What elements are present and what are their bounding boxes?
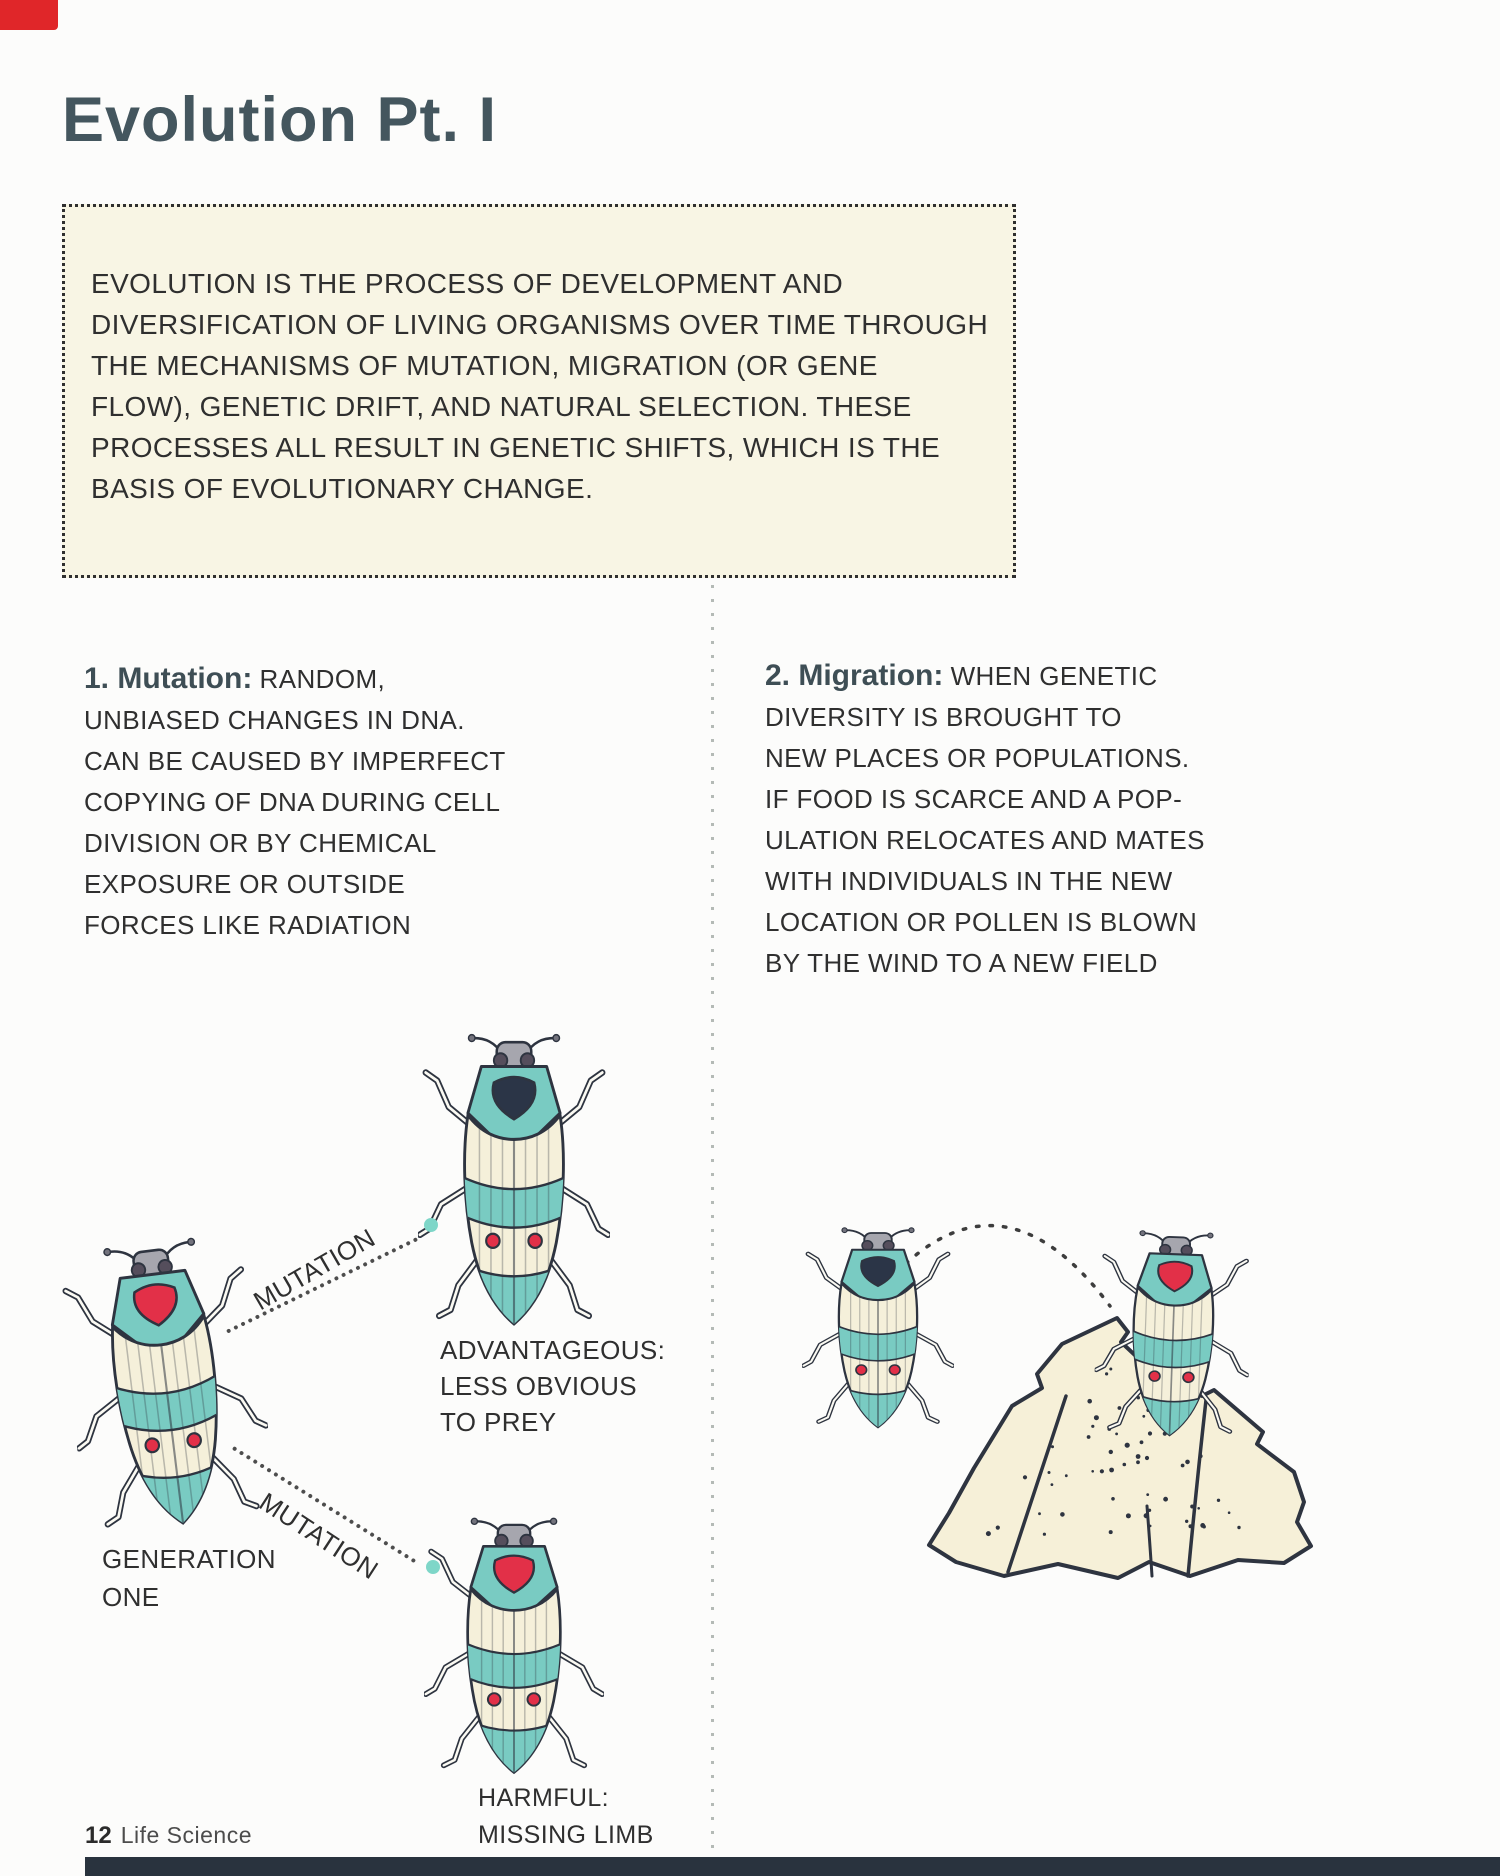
mutation-end-dot-2 bbox=[426, 1560, 440, 1574]
beetle-migration-left bbox=[802, 1226, 954, 1430]
mutation-end-dot-1 bbox=[424, 1218, 438, 1232]
mutation-line-label-2: MUTATION bbox=[254, 1486, 384, 1586]
sand-speckle bbox=[1228, 1511, 1231, 1514]
sand-speckle bbox=[1237, 1526, 1240, 1529]
definition-line: THE MECHANISMS OF MUTATION, MIGRATION (OR GENE bbox=[91, 350, 878, 381]
definition-text bbox=[91, 263, 989, 509]
sand-speckle bbox=[1197, 1507, 1200, 1510]
sand-speckle bbox=[1163, 1497, 1168, 1502]
sand-speckle bbox=[1091, 1470, 1094, 1473]
sand-speckle bbox=[1144, 1513, 1149, 1518]
beetle-advantageous bbox=[418, 1032, 610, 1328]
migration-body-line: BY THE WIND TO A NEW FIELD bbox=[765, 948, 1158, 978]
definition-line: EVOLUTION IS THE PROCESS OF DEVELOPMENT AND bbox=[91, 268, 844, 299]
sand-speckle bbox=[1136, 1454, 1141, 1459]
sand-speckle bbox=[1125, 1443, 1130, 1448]
page-number: 12 bbox=[85, 1822, 112, 1849]
page-title: Evolution Pt. I bbox=[62, 85, 497, 155]
definition-line: FLOW), GENETIC DRIFT, AND NATURAL SELECTION. THESE bbox=[91, 391, 912, 422]
sand-speckle bbox=[1140, 1440, 1144, 1444]
mutation-body-line: FORCES LIKE RADIATION bbox=[84, 910, 412, 940]
definition-line: BASIS OF EVOLUTIONARY CHANGE. bbox=[91, 473, 594, 504]
sand-speckle bbox=[1146, 1493, 1149, 1496]
sand-speckle bbox=[1065, 1474, 1068, 1477]
sand-speckle bbox=[1136, 1460, 1140, 1464]
sand-speckle bbox=[1145, 1456, 1149, 1460]
migration-heading-line: 2. Migration: WHEN GENETIC bbox=[765, 659, 1158, 692]
sand-speckle bbox=[1109, 1450, 1113, 1454]
definition-line: DIVERSIFICATION OF LIVING ORGANISMS OVER TIME THROUGH bbox=[91, 309, 989, 340]
migration-body-line: DIVERSITY IS BROUGHT TO bbox=[765, 702, 1122, 732]
sand-speckle bbox=[1200, 1523, 1205, 1528]
sand-speckle bbox=[1123, 1463, 1127, 1467]
migration-body-line: IF FOOD IS SCARCE AND A POP- bbox=[765, 784, 1183, 814]
migration-column bbox=[765, 655, 1235, 984]
sand-ridge bbox=[1008, 1396, 1066, 1572]
sand-speckle bbox=[1202, 1525, 1206, 1529]
definition-line: PROCESSES ALL RESULT IN GENETIC SHIFTS, WHICH IS THE bbox=[91, 432, 941, 463]
migration-body-line: LOCATION OR POLLEN IS BLOWN bbox=[765, 907, 1198, 937]
sand-speckle bbox=[1109, 1530, 1113, 1534]
sand-speckle bbox=[1051, 1445, 1054, 1448]
sand-speckle bbox=[1048, 1471, 1051, 1474]
sand-speckle bbox=[1043, 1533, 1046, 1536]
footer-section: Life Science bbox=[120, 1822, 253, 1848]
red-corner-mark bbox=[0, 0, 58, 30]
sand-speckle bbox=[1126, 1513, 1131, 1518]
harmful-label: HARMFUL: MISSING LIMB bbox=[478, 1784, 654, 1849]
column-divider bbox=[711, 585, 714, 1850]
sand-speckle bbox=[1100, 1469, 1104, 1473]
sand-speckle bbox=[1111, 1497, 1115, 1501]
beetle-harmful bbox=[424, 1516, 604, 1776]
migration-body-line: ULATION RELOCATES AND MATES bbox=[765, 825, 1205, 855]
sand-speckle bbox=[1060, 1512, 1065, 1517]
mutation-body-line: UNBIASED CHANGES IN DNA. bbox=[84, 705, 465, 735]
mutation-body-line: DIVISION OR BY CHEMICAL bbox=[84, 828, 437, 858]
generation-one-label: GENERATION ONE bbox=[102, 1544, 276, 1612]
sand-speckle bbox=[1190, 1505, 1194, 1509]
sand-speckle bbox=[1199, 1454, 1203, 1458]
migration-body-line: NEW PLACES OR POPULATIONS. bbox=[765, 743, 1190, 773]
mutation-column bbox=[84, 658, 554, 946]
definition-box bbox=[62, 204, 1016, 578]
sand-speckle bbox=[986, 1531, 991, 1536]
advantageous-label: ADVANTAGEOUS: LESS OBVIOUS TO PREY bbox=[440, 1335, 666, 1437]
sand-speckle bbox=[996, 1526, 1000, 1530]
bottom-page-edge bbox=[85, 1857, 1500, 1876]
sand-speckle bbox=[1109, 1468, 1114, 1473]
sand-speckle bbox=[1217, 1499, 1220, 1502]
sand-speckle bbox=[1038, 1512, 1041, 1515]
mutation-body-line: EXPOSURE OR OUTSIDE bbox=[84, 869, 406, 899]
sand-speckle bbox=[1185, 1460, 1190, 1465]
mutation-body-line: CAN BE CAUSED BY IMPERFECT bbox=[84, 746, 506, 776]
mutation-body-line: COPYING OF DNA DURING CELL bbox=[84, 787, 501, 817]
sand-speckle bbox=[1189, 1524, 1193, 1528]
mutation-heading-line: 1. Mutation: RANDOM, bbox=[84, 662, 386, 695]
page-footer bbox=[85, 1822, 252, 1850]
mutation-heading: 1. Mutation: bbox=[84, 662, 253, 695]
sand-speckle bbox=[1185, 1520, 1188, 1523]
beetle-generation-one bbox=[53, 1229, 279, 1538]
sand-speckle bbox=[1148, 1509, 1151, 1512]
sand-speckle bbox=[1051, 1483, 1054, 1486]
sand-speckle bbox=[1181, 1464, 1185, 1468]
beetle-migration-right bbox=[1092, 1227, 1253, 1440]
sand-ridge bbox=[1147, 1506, 1152, 1576]
migration-heading: 2. Migration: bbox=[765, 659, 944, 692]
sand-speckle bbox=[1023, 1475, 1027, 1479]
sand-speckle bbox=[1149, 1525, 1152, 1528]
migration-body-line: WITH INDIVIDUALS IN THE NEW bbox=[765, 866, 1173, 896]
sand-speckle bbox=[1087, 1435, 1091, 1439]
sand-speckle bbox=[1087, 1399, 1092, 1404]
mutation-line-label-1: MUTATION bbox=[248, 1222, 381, 1317]
